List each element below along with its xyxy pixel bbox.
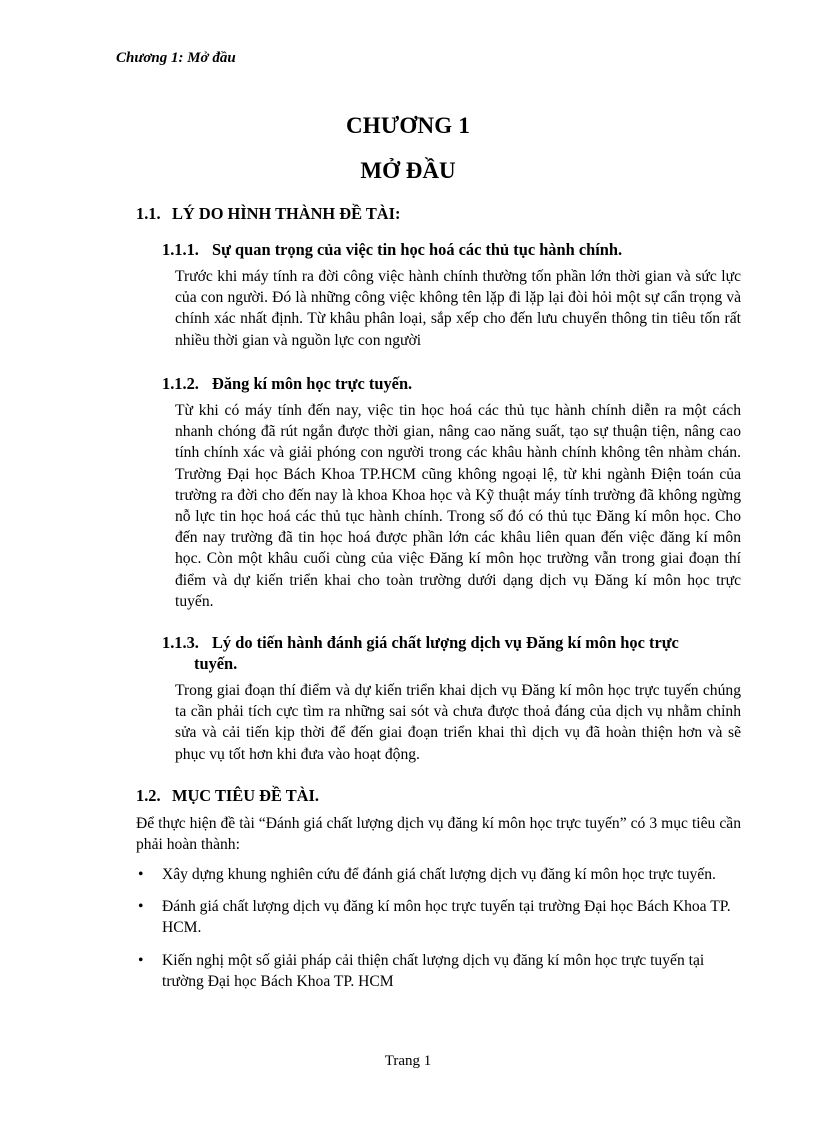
section-1-2-heading <box>136 786 319 806</box>
objectives-list <box>136 864 741 1003</box>
subsection-1-1-1-body: Trước khi máy tính ra đời công việc hành chính thường tốn phần lớn thời gian và sức lực của con người. Đó là những công việc không tên lặp đi lặp lại đòi hỏi một sự cẩn trọng và chính xác nhất định. Từ khâu phân loại, sắp xếp cho đến lưu chuyển thông tin tiêu tốn rất nhiều thời gian và nguồn lực con người <box>175 268 741 349</box>
list-item <box>136 896 741 938</box>
section-number: 1.2. <box>136 786 161 805</box>
subsection-title: Sự quan trọng của việc tin học hoá các thủ tục hành chính. <box>212 240 623 259</box>
page-number: Trang 1 <box>384 1053 432 1069</box>
bullet-icon: • <box>138 951 144 969</box>
subsection-title: Lý do tiến hành đánh giá chất lượng dịch vụ Đăng kí môn học trực <box>212 633 679 652</box>
section-1-1-heading <box>136 204 400 224</box>
chapter-number: CHƯƠNG 1 <box>345 113 471 138</box>
section-title: LÝ DO HÌNH THÀNH ĐỀ TÀI: <box>172 204 401 223</box>
subsection-title: Đăng kí môn học trực tuyến. <box>212 374 413 393</box>
list-item-text: Xây dựng khung nghiên cứu để đánh giá chất lượng dịch vụ đăng kí môn học trực tuyến. <box>162 866 716 883</box>
section-1-2-intro: Để thực hiện đề tài “Đánh giá chất lượng dịch vụ đăng kí môn học trực tuyến” có 3 mục tiêu cần phải hoàn thành: <box>136 815 741 854</box>
subsection-1-1-2-body: Từ khi có máy tính đến nay, việc tin học hoá các thủ tục hành chính diễn ra một cách nhanh chóng đã rút ngắn được thời gian, nâng cao năng suất, tạo sự thuận tiện, nâng cao tính chính xác và giải phóng con người trong các khâu hành chính không tên nhàm chán. Trường Đại học Bách Khoa TP.HCM cũng không ngoại lệ, từ khi ngành Điện toán của trường ra đời cho đến nay là khoa Khoa học và Kỹ thuật máy tính trường đã không ngừng nỗ lực tin học hoá các thủ tục hành chính. Trong số đó có thủ tục Đăng kí môn học. Cho đến nay trường đã tin học hoá được phần lớn các khâu liên quan đến việc đăng kí môn học. Còn một khâu cuối cùng của việc Đăng kí môn học trường vẫn trong giai đoạn thí điểm và dự kiến triển khai cho toàn trường dưới dạng dịch vụ Đăng kí môn học trực tuyến. <box>175 402 741 610</box>
bullet-icon: • <box>138 898 144 916</box>
subsection-number: 1.1.2. <box>162 374 199 393</box>
subsection-title-continued: tuyến. <box>194 654 238 673</box>
section-title: MỤC TIÊU ĐỀ TÀI. <box>172 786 319 805</box>
list-item-text: Đánh giá chất lượng dịch vụ đăng kí môn học trực tuyến tại trường Đại học Bách Khoa TP. HCM. <box>162 898 731 937</box>
subsection-1-1-1-heading <box>162 240 622 260</box>
running-header: Chương 1: Mở đầu <box>116 50 236 66</box>
subsection-number: 1.1.3. <box>162 633 199 652</box>
subsection-number: 1.1.1. <box>162 240 199 259</box>
subsection-1-1-3-heading <box>162 632 722 674</box>
list-item <box>136 864 741 885</box>
section-number: 1.1. <box>136 204 161 223</box>
list-item <box>136 950 741 992</box>
subsection-1-1-2-heading <box>162 374 412 394</box>
chapter-title: MỞ ĐẦU <box>360 158 456 183</box>
subsection-1-1-3-body: Trong giai đoạn thí điểm và dự kiến triển khai dịch vụ Đăng kí môn học trực tuyến chúng ta cần phải tích cực tìm ra những sai sót và chưa được thoả đáng của dịch vụ nhằm chỉnh sửa và cải tiến kịp thời để đến giai đoạn triển khai thì dịch vụ đã hoàn thiện hơn và sẽ phục vụ tốt hơn khi đưa vào hoạt động. <box>175 682 741 763</box>
bullet-icon: • <box>138 866 144 883</box>
list-item-text: Kiến nghị một số giải pháp cải thiện chất lượng dịch vụ đăng kí môn học trực tuyến tại trường Đại học Bách Khoa TP. HCM <box>162 951 705 990</box>
